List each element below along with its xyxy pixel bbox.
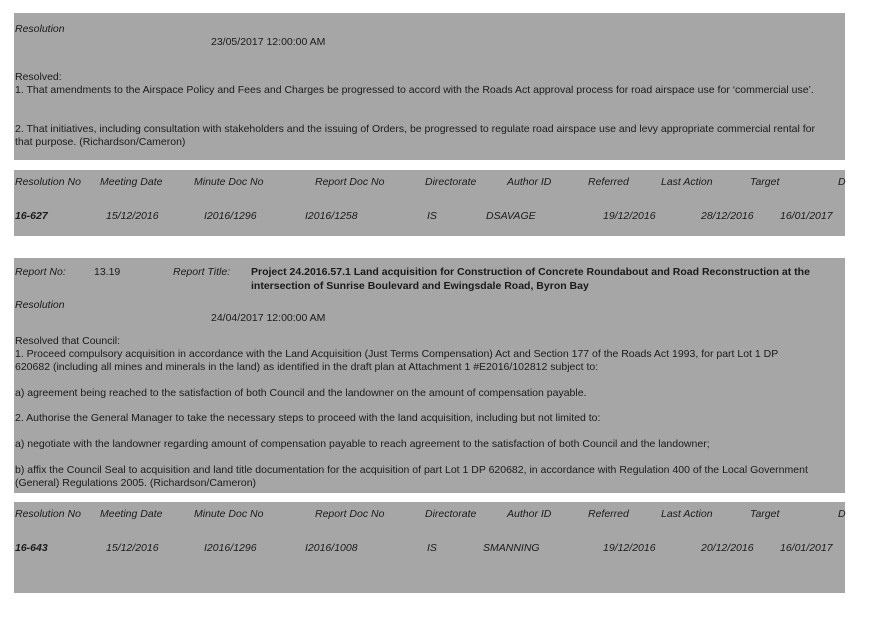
cell-directorate: IS	[427, 542, 437, 554]
cell-minute-doc-no: I2016/1296	[204, 542, 257, 554]
resolved-label: Resolved:	[15, 71, 62, 83]
col-header-last-action: Last Action	[661, 508, 713, 520]
resolution-label: Resolution	[15, 299, 65, 311]
resolution-table-1	[14, 170, 845, 236]
col-header-referred: Referred	[588, 508, 629, 520]
report-title-line-2: intersection of Sunrise Boulevard and Ewingsdale Road, Byron Bay	[251, 280, 589, 292]
report-title-label: Report Title:	[173, 266, 231, 278]
resolution-item-2b: b) affix the Council Seal to acquisition and land title documentation for the acquisition of part Lot 1 DP 620682, in accordance with Regulation 400 of the Local Government (General) Regulations 2005. (Richardson/Cameron)	[15, 464, 808, 489]
cell-target: 16/01/2017	[780, 210, 833, 222]
report-no-label: Report No:	[15, 266, 66, 278]
col-header-referred: Referred	[588, 176, 629, 188]
resolution-label: Resolution	[15, 23, 65, 35]
col-header-target: Target	[750, 508, 780, 520]
resolution-item-2: 2. Authorise the General Manager to take the necessary steps to proceed with the land acquisition, including but not limited to:	[15, 412, 601, 424]
cell-last-action: 28/12/2016	[701, 210, 754, 222]
col-header-resolution-no: Resolution No	[15, 508, 81, 520]
report-block-2	[14, 258, 845, 493]
cell-directorate: IS	[427, 210, 437, 222]
cell-resolution-no: 16-627	[15, 210, 48, 222]
resolution-item-1: 1. Proceed compulsory acquisition in accordance with the Land Acquisition (Just Terms Compensation) Act and Section 177 of the Roads Act 1993, for part Lot 1 DP 620682 (including all mines and minerals in the land) as identified in the draft plan at Attachment 1 #E2016/102812 subject to:	[15, 348, 779, 373]
resolution-item-2a: a) negotiate with the landowner regarding amount of compensation payable to reach agreement to the satisfaction of both Council and the landowner;	[15, 438, 710, 450]
col-header-directorate: Directorate	[425, 176, 477, 188]
cell-meeting-date: 15/12/2016	[106, 542, 159, 554]
resolution-item-1a: a) agreement being reached to the satisfaction of both Council and the landowner on the amount of compensation payable.	[15, 387, 587, 399]
cell-target: 16/01/2017	[780, 542, 833, 554]
cell-report-doc-no: I2016/1008	[305, 542, 358, 554]
col-header-resolution-no: Resolution No	[15, 176, 81, 188]
col-header-d: D	[838, 176, 846, 188]
resolution-item-1: 1. That amendments to the Airspace Policy and Fees and Charges be progressed to accord with the Roads Act approval process for road airspace use for ‘commercial use’.	[15, 84, 814, 96]
col-header-meeting-date: Meeting Date	[100, 508, 163, 520]
col-header-report-doc-no: Report Doc No	[315, 508, 385, 520]
resolution-table-2	[14, 502, 845, 593]
col-header-directorate: Directorate	[425, 508, 477, 520]
col-header-author-id: Author ID	[507, 508, 552, 520]
cell-meeting-date: 15/12/2016	[106, 210, 159, 222]
report-title-line-1: Project 24.2016.57.1 Land acquisition for Construction of Concrete Roundabout and Road Reconstruction at the	[251, 266, 810, 278]
col-header-last-action: Last Action	[661, 176, 713, 188]
resolution-datetime: 23/05/2017 12:00:00 AM	[211, 36, 326, 48]
cell-referred: 19/12/2016	[603, 542, 656, 554]
cell-author-id: SMANNING	[483, 542, 540, 554]
col-header-author-id: Author ID	[507, 176, 552, 188]
cell-author-id: DSAVAGE	[486, 210, 536, 222]
col-header-minute-doc-no: Minute Doc No	[194, 508, 264, 520]
report-no: 13.19	[94, 266, 121, 278]
col-header-target: Target	[750, 176, 780, 188]
resolution-datetime: 24/04/2017 12:00:00 AM	[211, 312, 326, 324]
col-header-report-doc-no: Report Doc No	[315, 176, 385, 188]
cell-last-action: 20/12/2016	[701, 542, 754, 554]
resolution-block-1	[14, 13, 845, 160]
cell-minute-doc-no: I2016/1296	[204, 210, 257, 222]
col-header-meeting-date: Meeting Date	[100, 176, 163, 188]
cell-referred: 19/12/2016	[603, 210, 656, 222]
col-header-d: D	[838, 508, 846, 520]
resolved-label: Resolved that Council:	[15, 335, 121, 347]
cell-resolution-no: 16-643	[15, 542, 48, 554]
cell-report-doc-no: I2016/1258	[305, 210, 358, 222]
resolution-item-2: 2. That initiatives, including consultation with stakeholders and the issuing of Orders, be progressed to regulate road airspace use and levy appropriate commercial rental for that purpose. (Richardson/Cameron)	[15, 123, 815, 148]
col-header-minute-doc-no: Minute Doc No	[194, 176, 264, 188]
